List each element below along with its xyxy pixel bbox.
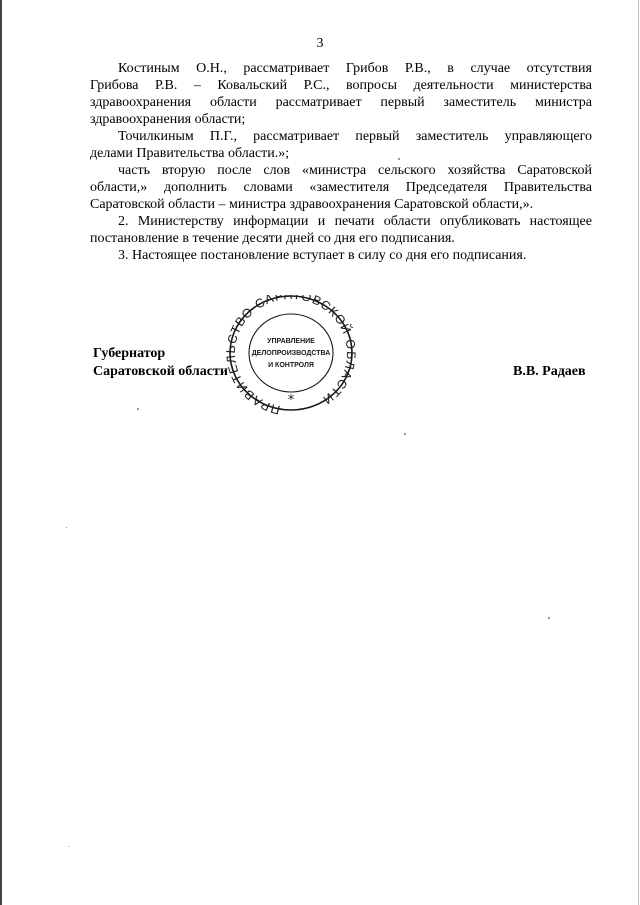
word: опубликовать xyxy=(439,214,521,229)
word: Председателя xyxy=(405,180,488,195)
word: министерства xyxy=(510,78,592,93)
word: дополнить xyxy=(163,180,227,195)
page-number: 3 xyxy=(316,36,324,51)
word: сельского xyxy=(377,163,436,178)
text-line xyxy=(90,128,592,145)
word: настоящее xyxy=(529,214,592,229)
word: и xyxy=(317,214,326,229)
text-line: Саратовской области – министра здравоохранения Саратовской области,». xyxy=(90,197,534,212)
word: Правительства xyxy=(503,180,592,195)
word: случае xyxy=(470,61,511,76)
seal-outer-text: ПРАВИТЕ СТВО САРАТОВСКОЙ ЛАСТИ xyxy=(226,295,356,415)
word: Грибов xyxy=(345,61,389,76)
word: Р.В. xyxy=(154,78,178,93)
scan-speck xyxy=(404,433,406,435)
word: Грибова xyxy=(90,78,139,93)
word: вторую xyxy=(161,163,206,178)
signatory-title-line2: Саратовской области xyxy=(93,364,228,379)
seal-inner-line1: УПРАВЛЕНИЕ xyxy=(267,338,315,345)
text-line: здравоохранения области; xyxy=(90,112,246,127)
word: часть xyxy=(118,163,150,178)
text-line: делами Правительства области.»; xyxy=(90,146,290,161)
word: первый xyxy=(380,95,425,110)
word: рассматривает xyxy=(243,61,330,76)
scan-speck xyxy=(398,158,400,160)
word: Р.В., xyxy=(404,61,431,76)
scan-speck xyxy=(137,408,139,410)
word: после xyxy=(217,163,252,178)
text-line xyxy=(90,60,592,77)
text-line xyxy=(90,94,592,111)
word: О.Н., xyxy=(196,61,227,76)
word: управляющего xyxy=(504,129,592,144)
word: информации xyxy=(233,214,309,229)
word: Министерству xyxy=(137,214,224,229)
word: П.Г., xyxy=(209,129,237,144)
text-line: постановление в течение десяти дней со дня его подписания. xyxy=(90,231,455,246)
seal-inner-line2: ДЕЛОПРОИЗВОДСТВА xyxy=(251,350,331,357)
scan-left-edge xyxy=(0,0,2,905)
word: хозяйства xyxy=(447,163,506,178)
word: словами xyxy=(243,180,293,195)
scan-right-edge xyxy=(638,0,639,905)
signatory-title-line1: Губернатор xyxy=(93,346,166,361)
scan-speck xyxy=(68,846,69,847)
word: печати xyxy=(334,214,375,229)
word: Ковальский xyxy=(217,78,288,93)
word: Р.С., xyxy=(303,78,330,93)
text-line xyxy=(90,77,592,94)
word: слов xyxy=(263,163,291,178)
word: Саратовской xyxy=(517,163,592,178)
word: рассматривает xyxy=(275,95,362,110)
signatory-title xyxy=(93,345,228,381)
word: здравоохранения xyxy=(90,95,192,110)
word: «министра xyxy=(302,163,367,178)
word: «заместителя xyxy=(309,180,390,195)
word: Костиным xyxy=(118,61,180,76)
word: первый xyxy=(355,129,400,144)
word: в xyxy=(447,61,454,76)
word: области,» xyxy=(90,180,148,195)
document-body xyxy=(90,60,592,264)
word: рассматривает xyxy=(253,129,340,144)
text-line xyxy=(90,162,592,179)
word: отсутствия xyxy=(526,61,592,76)
scan-speck xyxy=(66,527,67,528)
official-seal xyxy=(226,295,356,420)
word: Точилкиным xyxy=(118,129,194,144)
word: 2. xyxy=(118,214,129,229)
seal-star-icon: * xyxy=(287,393,295,408)
text-line: 3. Настоящее постановление вступает в силу со дня его подписания. xyxy=(118,248,527,263)
signatory-name: В.В. Радаев xyxy=(513,364,586,379)
seal-inner-line3: И КОНТРОЛЯ xyxy=(268,362,314,369)
word: области xyxy=(209,95,257,110)
word: области xyxy=(383,214,431,229)
word: заместитель xyxy=(415,129,489,144)
text-line xyxy=(90,179,592,196)
word: министра xyxy=(534,95,592,110)
word: заместитель xyxy=(443,95,517,110)
word: деятельности xyxy=(413,78,494,93)
scan-speck xyxy=(548,617,550,619)
word: – xyxy=(193,78,201,93)
word: вопросы xyxy=(346,78,397,93)
text-line xyxy=(90,213,592,230)
